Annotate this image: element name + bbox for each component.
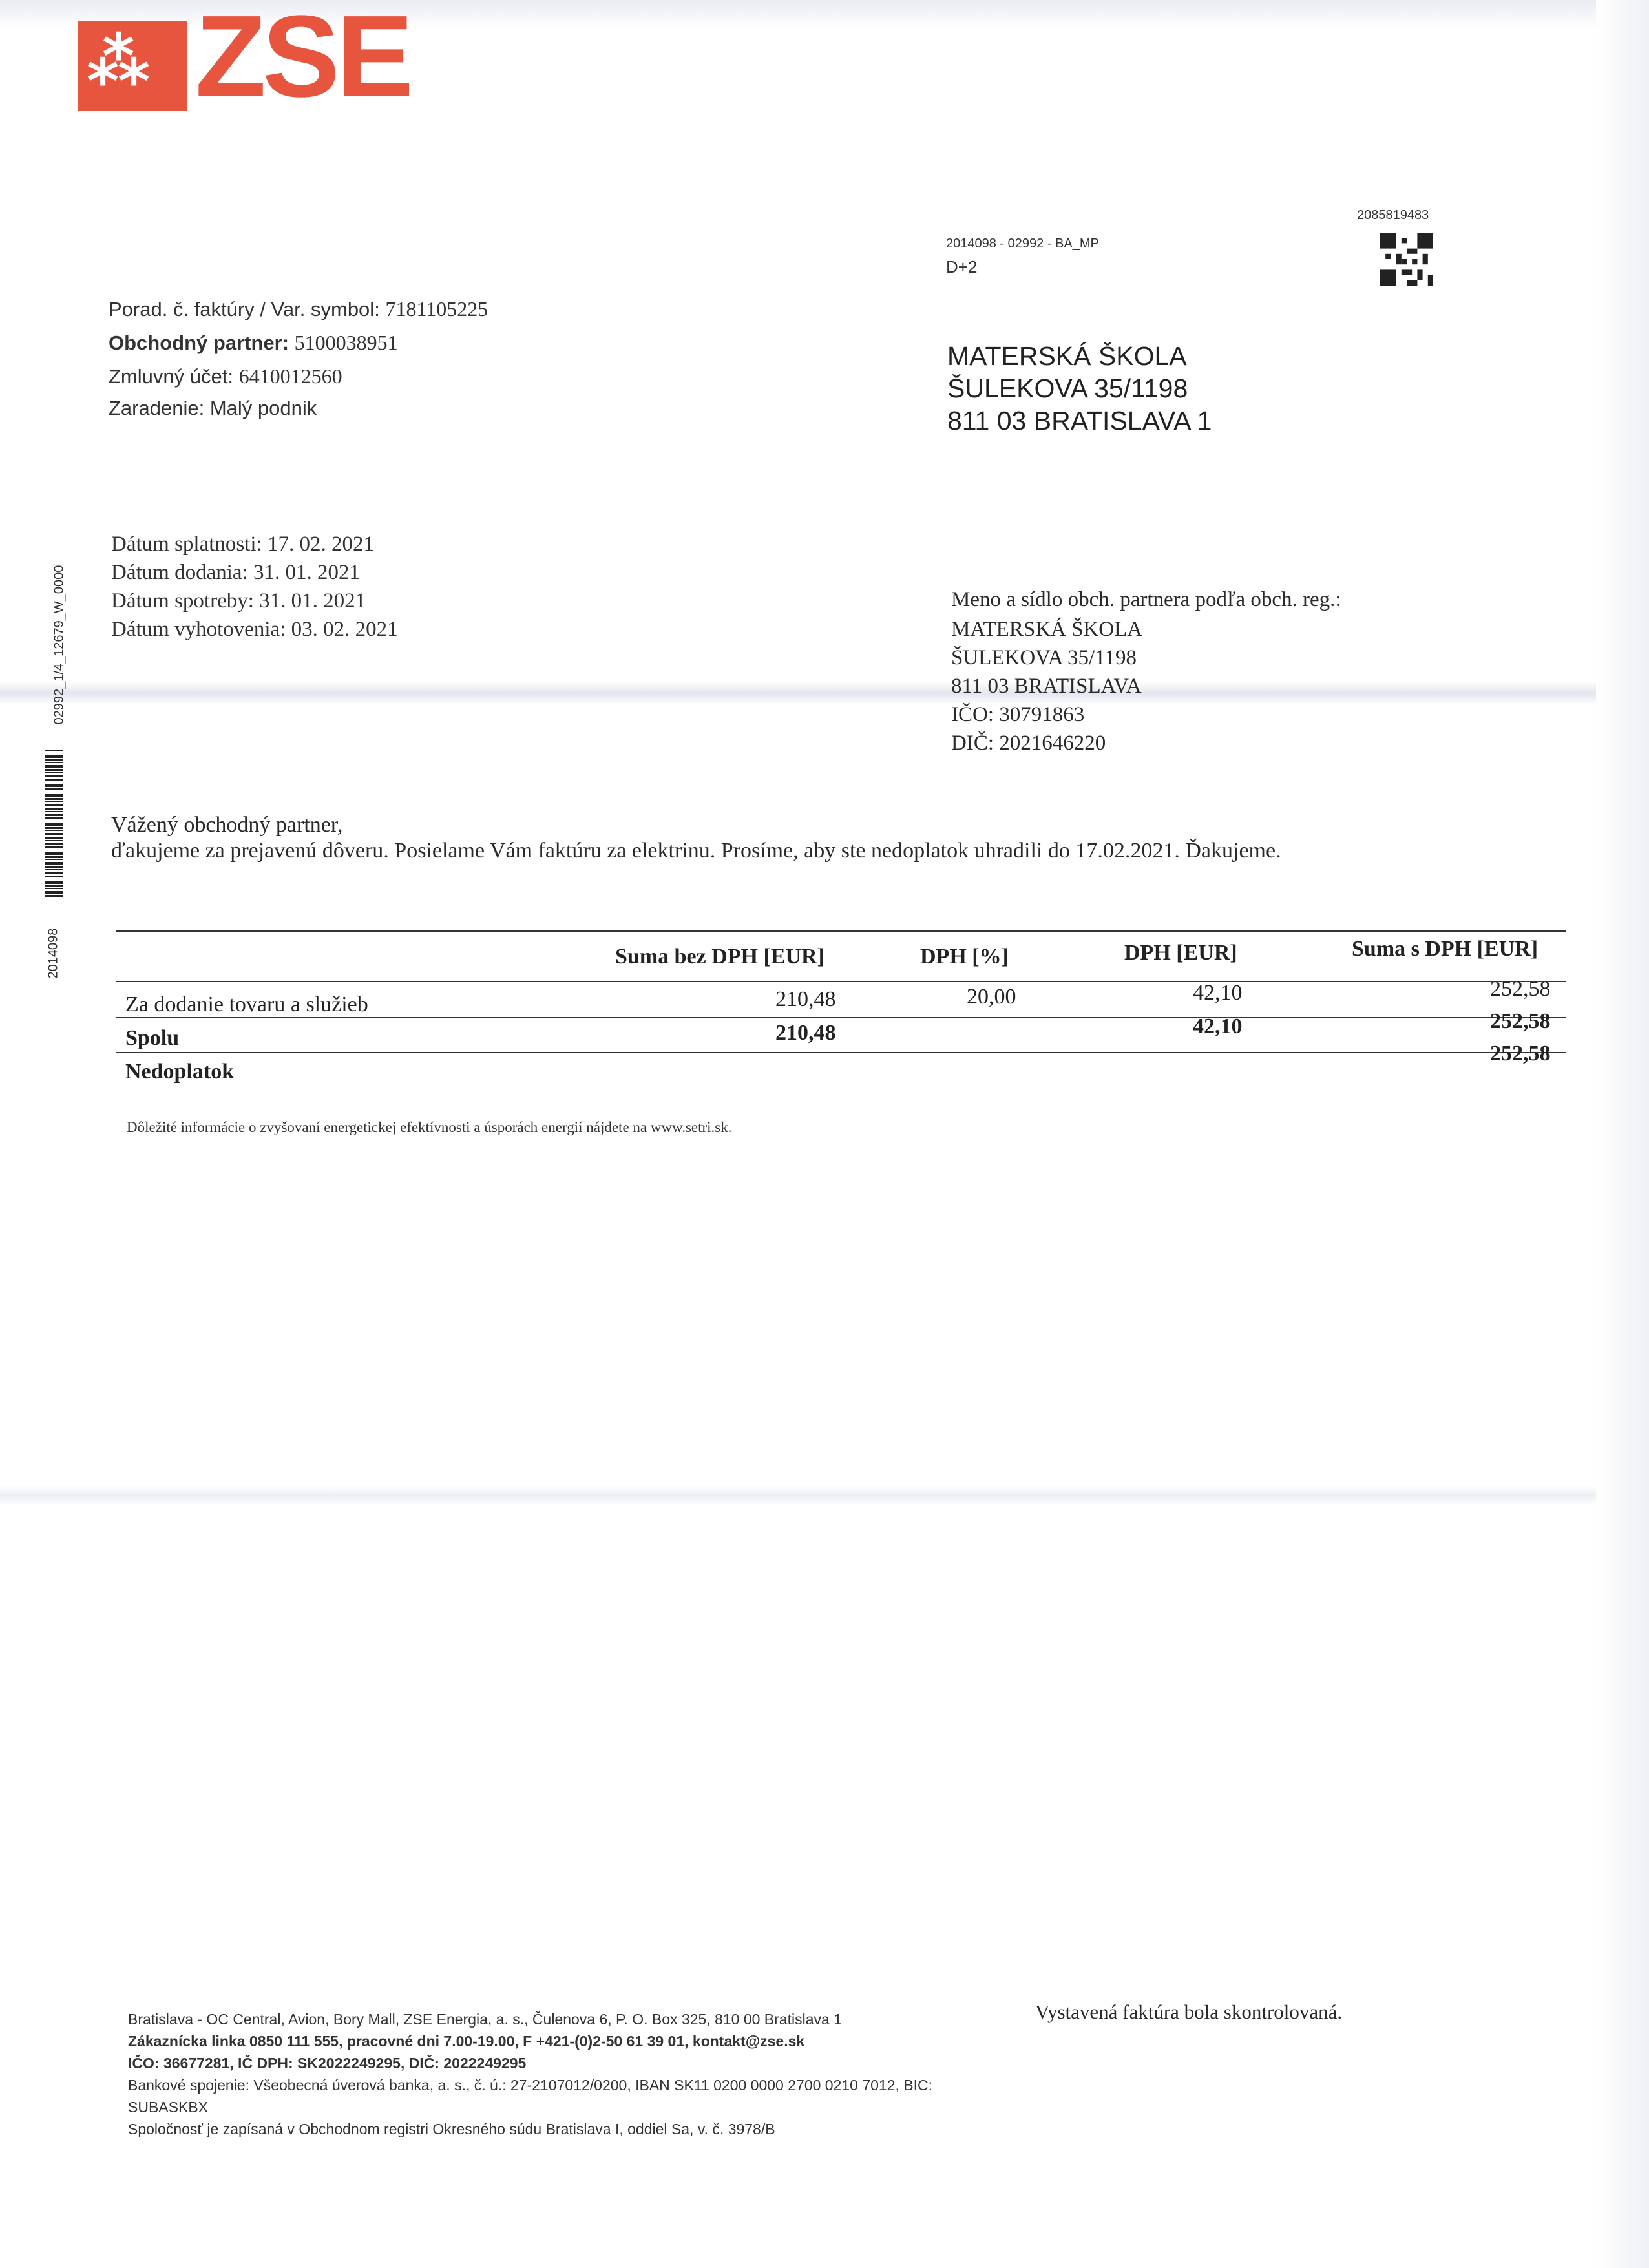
logo-mark-icon: ⁂ [78, 21, 187, 111]
scan-fold-line [0, 682, 1649, 705]
registered-name: MATERSKÁ ŠKOLA [951, 618, 1143, 641]
table-top-rule [116, 930, 1566, 932]
consumption-date: Dátum spotreby: 31. 01. 2021 [111, 589, 366, 613]
issue-date: Dátum vyhotovenia: 03. 02. 2021 [111, 618, 398, 641]
row-gross: 252,58 [1490, 977, 1551, 1001]
row-rate: 20,00 [967, 985, 1016, 1009]
document-code-number: 2085819483 [1357, 208, 1429, 222]
registered-street: ŠULEKOVA 35/1198 [951, 646, 1137, 669]
scan-shadow-right [1596, 0, 1649, 2268]
recipient-line-3: 811 03 BRATISLAVA 1 [947, 406, 1212, 436]
recipient-line-2: ŠULEKOVA 35/1198 [947, 373, 1188, 403]
underpayment-label: Nedoplatok [125, 1060, 235, 1084]
header-gross: Suma s DPH [EUR] [1352, 937, 1539, 961]
vertical-document-code: 02992_1/4_12679_W_0000 [52, 565, 67, 725]
routing-code: 2014098 - 02992 - BA_MP [946, 236, 1099, 251]
footer-line-1: Bratislava - OC Central, Avion, Bory Mall, ZSE Energia, a. s., Čulenova 6, P. O. Box 325, 810 00 Bratislava 1 [128, 2011, 842, 2028]
partner-label: Obchodný partner: [109, 331, 289, 354]
footer-line-5: SUBASKBX [128, 2099, 208, 2116]
recipient-line-1: MATERSKÁ ŠKOLA [947, 341, 1187, 371]
contract-value: 6410012560 [238, 364, 342, 388]
letter-body: ďakujeme za prejavenú dôveru. Posielame Vám faktúru za elektrinu. Prosíme, aby ste nedoplatok uhradili do 17.02.2021. Ďakujeme. [111, 839, 1281, 863]
registered-city: 811 03 BRATISLAVA [951, 675, 1142, 698]
scan-fold-line-2 [0, 1486, 1649, 1506]
invoice-number-value: 7181105225 [385, 297, 488, 320]
logo-wordmark: ZSE [195, 0, 410, 121]
contract-line [109, 364, 342, 388]
category-label: Zaradenie: [109, 397, 205, 419]
total-label: Spolu [125, 1026, 180, 1050]
registered-heading: Meno a sídlo obch. partnera podľa obch. reg.: [951, 588, 1341, 611]
total-gross: 252,58 [1490, 1009, 1551, 1033]
invoice-number-label: Porad. č. faktúry / Var. symbol: [109, 298, 380, 320]
invoice-number-line [109, 297, 488, 321]
barcode-icon [45, 750, 63, 898]
underpayment-gross: 252,58 [1490, 1042, 1551, 1066]
partner-line [109, 331, 398, 355]
footer-line-4: Bankové spojenie: Všeobecná úverová banka, a. s., č. ú.: 27-2107012/0200, IBAN SK11 0200 0000 2700 0210 7012, BIC: [128, 2077, 933, 2094]
row-vat: 42,10 [1193, 981, 1243, 1005]
footer-line-3: IČO: 36677281, IČ DPH: SK2022249295, DIČ: 2022249295 [128, 2055, 527, 2072]
partner-value: 5100038951 [294, 331, 398, 354]
category-value: Malý podnik [209, 397, 317, 419]
row-net: 210,48 [775, 987, 836, 1011]
letter-greeting: Vážený obchodný partner, [111, 813, 343, 837]
table-header-rule [116, 981, 1566, 982]
header-net: Suma bez DPH [EUR] [615, 945, 824, 969]
due-date: Dátum splatnosti: 17. 02. 2021 [111, 532, 374, 556]
header-vat: DPH [EUR] [1124, 941, 1237, 965]
footer-line-2: Zákaznícka linka 0850 111 555, pracovné dni 7.00-19.00, F +421-(0)2-50 61 39 01, kontakt@zse.sk [128, 2033, 805, 2050]
footer-line-6: Spoločnosť je zapísaná v Obchodnom registri Okresného súdu Bratislava I, oddiel Sa, v. č. 3978/B [128, 2121, 775, 2137]
delivery-date: Dátum dodania: 31. 01. 2021 [111, 561, 360, 584]
checked-note: Vystavená faktúra bola skontrolovaná. [1035, 2000, 1343, 2023]
contract-label: Zmluvný účet: [109, 365, 233, 388]
row-rule [116, 1017, 1566, 1018]
total-rule [116, 1052, 1566, 1053]
registered-ico: IČO: 30791863 [951, 703, 1085, 726]
vertical-number: 2014098 [46, 928, 61, 979]
header-rate: DPH [%] [920, 945, 1009, 969]
total-net: 210,48 [775, 1021, 836, 1045]
qr-code-icon [1380, 233, 1433, 286]
efficiency-notice: Dôležité informácie o zvyšovaní energetickej efektívnosti a úsporách energií nájdete na www.setri.sk. [127, 1119, 732, 1135]
zse-logo [78, 0, 414, 121]
total-vat: 42,10 [1193, 1014, 1243, 1038]
row-label: Za dodanie tovaru a služieb [125, 992, 368, 1016]
delivery-code: D+2 [946, 257, 978, 277]
category-line [109, 397, 317, 420]
registered-dic: DIČ: 2021646220 [951, 731, 1106, 755]
